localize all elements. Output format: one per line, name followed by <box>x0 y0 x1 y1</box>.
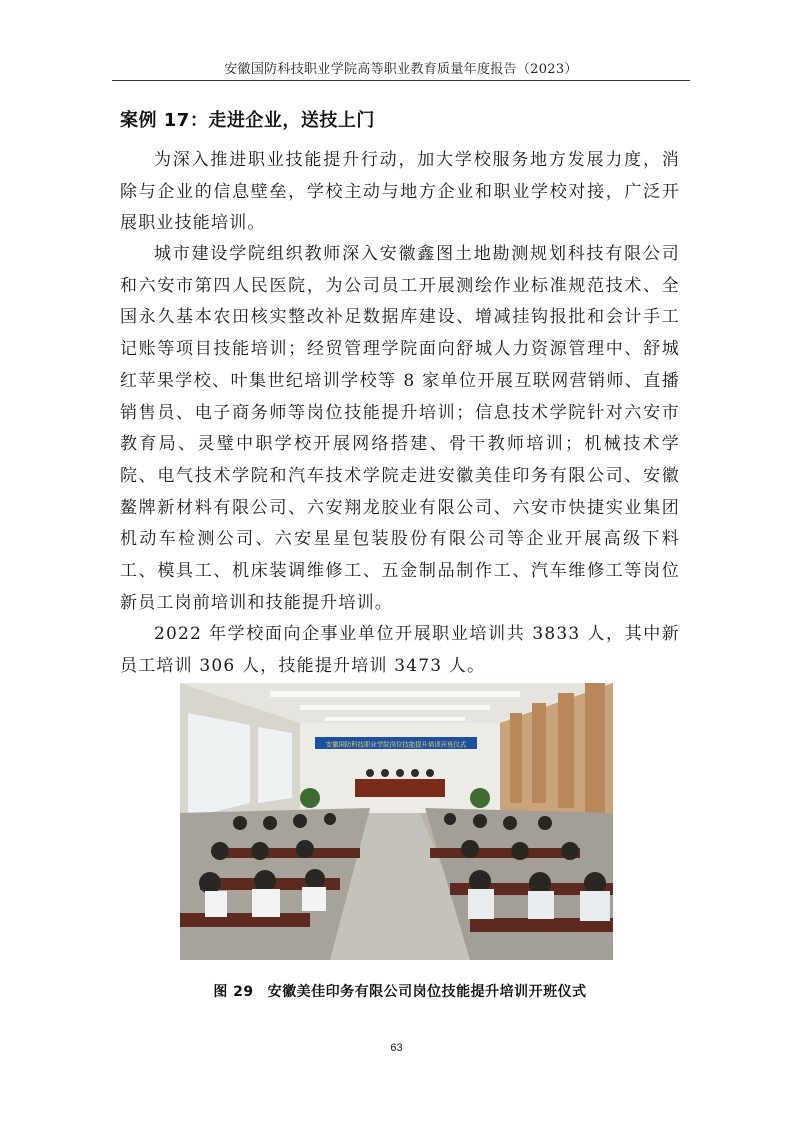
caption-text: 安徽美佳印务有限公司岗位技能提升培训开班仪式 <box>267 984 587 1000</box>
case-title: 案例 17：走进企业，送技上门 <box>120 110 375 131</box>
paragraph-summary <box>120 619 680 682</box>
page-number: 63 <box>390 1042 403 1054</box>
training-ceremony-photo <box>180 683 613 960</box>
paragraph-text: 为深入推进职业技能提升行动，加大学校服务地方发展力度，消除与企业的信息壁垒，学校主动与地方企业和职业学校对接，广泛开展职业技能培训。 <box>120 150 680 234</box>
paragraph-details <box>120 239 680 619</box>
report-header: 安徽国防科技职业学院高等职业教育质量年度报告（2023） <box>224 62 578 77</box>
banner-text: 安徽国防科技职业学院岗位技能提升培训开班仪式 <box>325 740 467 749</box>
header-divider <box>112 80 690 81</box>
caption-number: 图 29 <box>213 984 254 1000</box>
figure-caption <box>120 981 680 1001</box>
paragraph-intro <box>120 145 680 240</box>
paragraph-text: 城市建设学院组织教师深入安徽鑫图土地勘测规划科技有限公司和六安市第四人民医院，为公司员工开展测绘作业标准规范技术、全国永久基本农田核实整改补足数据库建设、增减挂钩报批和会计手工记账等项目技能培训；经贸管理学院面向舒城人力资源管理中、舒城红苹果学校、叶集世纪培训学校等 8 家单位开展互联网营销师、直播销售员、电子商务师等岗位技能提升培训；信息技术学院针对六安市教育局、灵璧中职学校开展网络搭建、骨干教师培训；机械技术学院、电气技术学院和汽车技术学院走进安徽美佳印务有限公司、安徽鳌牌新材料有限公司、六安翔龙胶业有限公司、六安市快捷实业集团机动车检测公司、六安星星包装股份有限公司等企业开展高级下料工、模具工、机床装调维修工、五金制品制作工、汽车维修工等岗位新员工岗前培训和技能提升培训。 <box>120 244 680 613</box>
paragraph-text: 2022 年学校面向企事业单位开展职业培训共 3833 人，其中新员工培训 306 人，技能提升培训 3473 人。 <box>120 624 680 676</box>
